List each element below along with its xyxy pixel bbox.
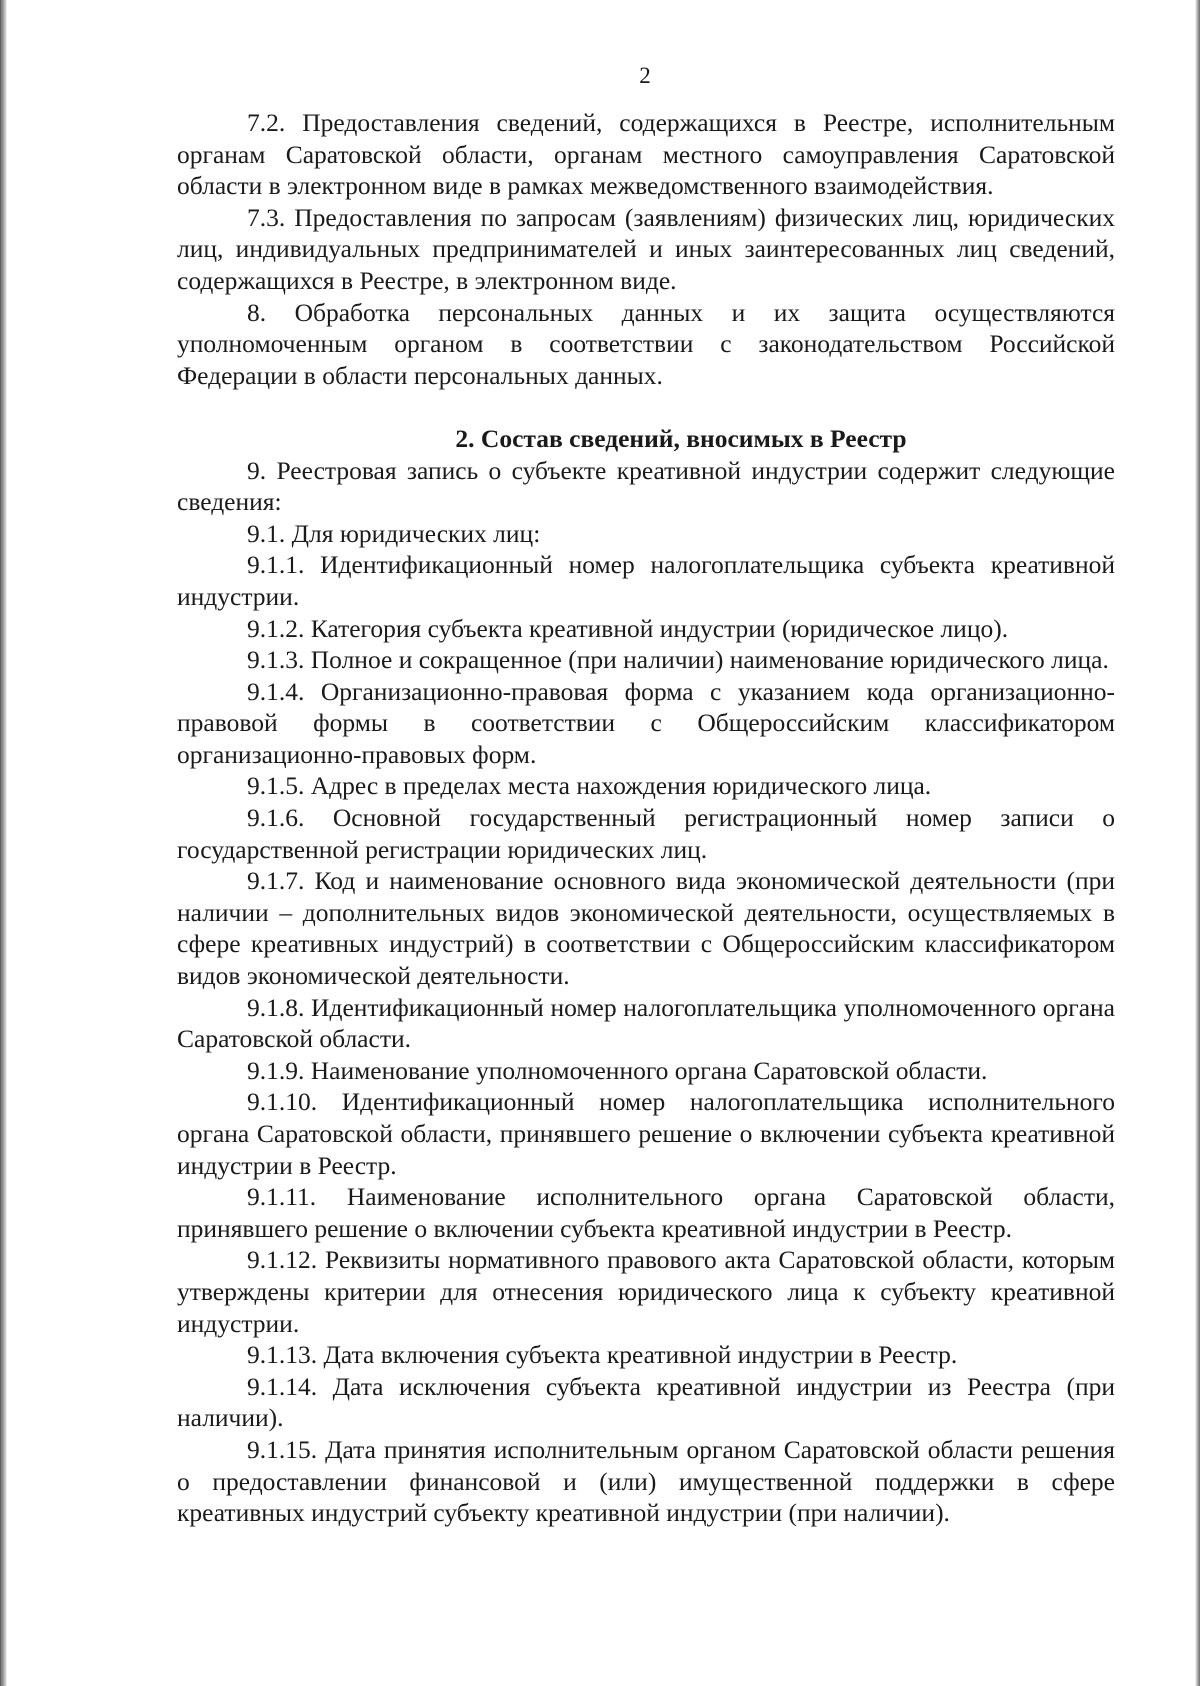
paragraph-7-3: 7.3. Предоставления по запросам (заявлениям) физических лиц, юридических лиц, индивидуальных предпринимателей и иных заинтересованных лиц сведений, содержащихся в Реестре, в электронном виде. [177, 202, 1115, 295]
paragraph-9-1-7: 9.1.7. Код и наименование основного вида экономической деятельности (при наличии – дополнительных видов экономической деятельности, осуществляемых в сфере креативных индустрий) в соответствии с Общероссийским классификатором видов экономической деятельности. [177, 866, 1115, 991]
scan-edge-right [1195, 0, 1200, 1686]
paragraph-9-1-3: 9.1.3. Полное и сокращенное (при наличии) наименование юридического лица. [247, 645, 1109, 675]
section-heading: 2. Состав сведений, вносимых в Реестр [455, 423, 907, 453]
paragraph-9-1-14: 9.1.14. Дата исключения субъекта креативной индустрии из Реестра (при наличии). [177, 1371, 1115, 1433]
paragraph-9-1-2: 9.1.2. Категория субъекта креативной индустрии (юридическое лицо). [247, 613, 1009, 643]
paragraph-9-1-15: 9.1.15. Дата принятия исполнительным органом Саратовской области решения о предоставлении финансовой и (или) имущественной поддержки в сфере креативных индустрий субъекту креативной индустрии (при наличии). [177, 1434, 1115, 1528]
page-number: 2 [639, 63, 651, 88]
paragraph-9-1-12: 9.1.12. Реквизиты нормативного правового акта Саратовской области, которым утверждены критерии для отнесения юридического лица к субъекту креативной индустрии. [177, 1245, 1115, 1338]
paragraph-9-1-10: 9.1.10. Идентификационный номер налогоплательщика исполнительного органа Саратовской области, принявшего решение о включении субъекта креативной индустрии в Реестр. [177, 1087, 1115, 1180]
paragraph-9-1-8: 9.1.8. Идентификационный номер налогоплательщика уполномоченного органа Саратовской области. [177, 992, 1115, 1054]
paragraph-9-1-1: 9.1.1. Идентификационный номер налогоплательщика субъекта креативной индустрии. [177, 550, 1115, 611]
paragraph-9-1-11: 9.1.11. Наименование исполнительного органа Саратовской области, принявшего решение о включении субъекта креативной индустрии в Реестр. [177, 1182, 1115, 1243]
paragraph-7-2: 7.2. Предоставления сведений, содержащихся в Реестре, исполнительным органам Саратовской области, органам местного самоуправления Саратовской области в электронном виде в рамках межведомственного взаимодействия. [177, 108, 1115, 201]
paragraph-8: 8. Обработка персональных данных и их защита осуществляются уполномоченным органом в соответствии с законодательством Российской Федерации в области персональных данных. [177, 297, 1115, 390]
paragraph-9-1: 9.1. Для юридических лиц: [247, 518, 541, 548]
paragraph-9-1-6: 9.1.6. Основной государственный регистрационный номер записи о государственной регистрации юридических лиц. [177, 803, 1115, 864]
paragraph-9-1-4: 9.1.4. Организационно-правовая форма с указанием кода организационно-правовой формы в соответствии с Общероссийским классификатором организационно-правовых форм. [177, 676, 1115, 769]
document-body [177, 107, 1115, 1529]
paragraph-9-1-5: 9.1.5. Адрес в пределах места нахождения юридического лица. [247, 771, 932, 801]
scan-edge-left [0, 0, 7, 1686]
paragraph-9-1-9: 9.1.9. Наименование уполномоченного органа Саратовской области. [247, 1055, 988, 1085]
paragraph-9-1-13: 9.1.13. Дата включения субъекта креативной индустрии в Реестр. [247, 1340, 958, 1370]
section-spacer [177, 391, 1115, 423]
paragraph-9: 9. Реестровая запись о субъекте креативной индустрии содержит следующие сведения: [177, 455, 1115, 517]
